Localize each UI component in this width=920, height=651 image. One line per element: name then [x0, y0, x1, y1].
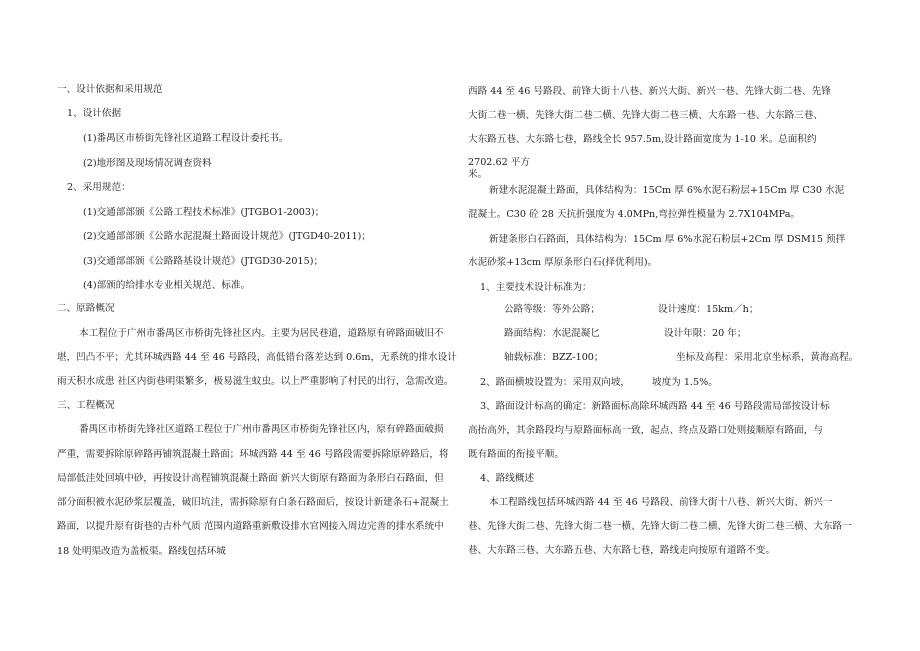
paragraph-line: 局部低洼处回填中砂，再按设计高程铺筑混凝土路面 新兴大街原有路面为条形白石路面，但 — [57, 473, 444, 484]
list-item: (1)交通部部颁《公路工程技术标准》(JTGBO1-2003)； — [83, 207, 325, 218]
list-item: (4)部颁的给排水专业相关规范、标准。 — [83, 280, 251, 291]
paragraph-line: 堪，凹凸不平；尤其环城西路 44 至 46 号路段，高低错台落差达到 0.6m，无系统的排水设计 — [57, 352, 457, 363]
paragraph-line: 西路 44 至 46 号路段、前锋大街十八巷、新兴大街、新兴一巷、先锋大街二巷、先锋 — [468, 86, 831, 97]
paragraph-line: 路面，以提升原有街巷的古朴气质 范围内道路重新敷设排水官网接入周边完善的排水系统中 — [57, 521, 444, 532]
spec-label: 轴载标准：BZZ-100； — [504, 352, 604, 363]
paragraph-line: 坡度为 1.5%。 — [652, 377, 718, 388]
section-heading: 二、原路概况 — [57, 303, 115, 314]
subsection-heading: 3、路面设计标高的确定：新路面标高除环城西路 44 至 46 号路段需局部按设计标 — [480, 401, 830, 412]
paragraph-line: 部分面积被水泥砂浆层覆盖，破旧坑洼，需拆除原有白条石路面后，按设计新建条石+混凝土 — [57, 497, 449, 508]
paragraph-line: 水泥砂浆+13cm 厚原条形白石(择优利用)。 — [468, 257, 658, 268]
paragraph-line: 巷、大东路三巷、大东路五巷、大东路七巷，路线走向按原有道路不变。 — [468, 545, 775, 556]
spec-label: 公路等级：等外公路； — [504, 304, 600, 315]
list-item: (3)交通部部颁《公路路基设计规范》(JTGD30-2015)； — [83, 256, 324, 267]
paragraph-line: 新建水泥混凝土路面，具体结构为：15Cm 厚 6%水泥石粉层+15Cm 厚 C30 水泥 — [489, 185, 845, 196]
paragraph-line: 既有路面的衔接平顺。 — [468, 449, 564, 460]
subsection-heading: 1、主要技术设计标准为： — [480, 282, 592, 293]
paragraph-line: 米。 — [468, 169, 488, 180]
spec-label: 坐标及高程：采用北京坐标系，黄海高程。 — [676, 352, 859, 363]
spec-label: 设计年限：20 年； — [664, 328, 747, 339]
paragraph-line: 本工程位于广州市番禺区市桥街先锋社区内。主要为居民巷道，道路原有碎路面破旧不 — [79, 328, 444, 339]
paragraph-line: 18 处明渠改造为盖板渠。路线包括环城 — [57, 546, 226, 557]
section-heading: 一、设计依据和采用规范 — [57, 84, 163, 95]
spec-label: 路面结构：水泥混凝匕 — [504, 328, 600, 339]
list-item: (1)番禺区市桥街先锋社区道路工程设计委托书。 — [83, 133, 289, 144]
subsection-heading: 4、路线概述 — [480, 473, 535, 484]
paragraph-line: 混凝土。C30 砼 28 天抗折强度为 4.0MPn,弯拉弹性模量为 2.7X104MPa。 — [468, 209, 801, 220]
list-item: (2)交通部部颁《公路水泥混凝土路面设计规范》(JTGD40-2011)； — [83, 231, 372, 242]
paragraph-line: 番禺区市桥街先锋社区道路工程位于广州市番禺区市桥街先锋社区内，原有碎路面破损 — [79, 424, 444, 435]
paragraph-line: 雨天积水成患 社区内街巷明渠繁多，极易滋生蚊虫。以上严重影响了村民的出行，急需改造。 — [57, 376, 454, 387]
list-item: (2)地形图及现场情况调查资料 — [83, 158, 212, 169]
paragraph-line: 高抬高外，其余路段均与原路面标高一致，起点、终点及路口处则接顺原有路面，与 — [468, 425, 823, 436]
spec-label: 设计速度：15km／h； — [658, 304, 759, 315]
paragraph-line: 大东路五巷、大东路七巷，路线全长 957.5m,设计路面宽度为 1-10 米。总面积约 — [468, 134, 817, 145]
paragraph-line: 2702.62 平方 — [468, 157, 530, 168]
subsection-heading: 2、路面横坡设置为：采用双向坡， — [480, 377, 631, 388]
paragraph-line: 巷、先锋大街二巷、先锋大街二巷一横、先锋大街二巷二横、先锋大街二巷三横、大东路一 — [468, 521, 852, 532]
subsection-heading: 2、采用规范： — [67, 182, 131, 193]
paragraph-line: 本工程路线包括环城西路 44 至 46 号路段、前锋大街十八巷、新兴大街、新兴一 — [489, 497, 833, 508]
paragraph-line: 新建条形白石路面，具体结构为：15Cm 厚 6%水泥石粉层+2Cm 厚 DSM15 预拌 — [489, 234, 846, 245]
section-heading: 三、工程概况 — [57, 400, 115, 411]
paragraph-line: 严重，需要拆除原碎路再铺筑混凝土路面；环城西路 44 至 46 号路段需要拆除原碎路后，将 — [57, 449, 449, 460]
subsection-heading: 1、设计依据 — [67, 108, 122, 119]
paragraph-line: 大街二巷一横、先锋大街二巷二横、先锋大街二巷三横、大东路一巷、大东路三巷、 — [468, 110, 823, 121]
